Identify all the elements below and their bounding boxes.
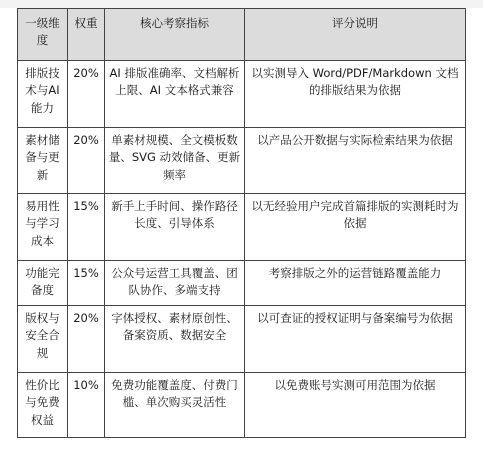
table-row [18,373,466,438]
cell-indicators: 免费功能覆盖度、付费门槛、单次购买灵活性 [105,373,245,438]
cell-indicators: 新手上手时间、操作路径长度、引导体系 [105,194,245,261]
cell-dimension: 排版技术与AI能力 [18,61,68,128]
cell-indicators: 字体授权、素材原创性、备案资质、数据安全 [105,306,245,373]
cell-weight: 15% [68,194,105,261]
cell-note: 以实测导入 Word/PDF/Markdown 文档的排版结果为依据 [245,61,466,128]
table-row [18,306,466,373]
cell-note: 以免费账号实测可用范围为依据 [245,373,466,438]
cell-note: 以可查证的授权证明与备案编号为依据 [245,306,466,373]
table-row [18,194,466,261]
cell-dimension: 素材储备与更新 [18,128,68,194]
cell-weight: 15% [68,261,105,306]
cell-indicators: 单素材规模、全文模板数量、SVG 动效储备、更新频率 [105,128,245,194]
table-row [18,61,466,128]
header-indicators: 核心考察指标 [105,9,245,61]
header-note: 评分说明 [245,9,466,61]
cell-note: 以产品公开数据与实际检索结果为依据 [245,128,466,194]
cell-note: 考察排版之外的运营链路覆盖能力 [245,261,466,306]
top-strip [0,0,483,8]
cell-weight: 10% [68,373,105,438]
cell-dimension: 性价比与免费权益 [18,373,68,438]
header-dimension: 一级维度 [18,9,68,61]
evaluation-table [17,8,466,438]
cell-indicators: 公众号运营工具覆盖、团队协作、多端支持 [105,261,245,306]
table-row [18,128,466,194]
cell-dimension: 功能完备度 [18,261,68,306]
cell-weight: 20% [68,128,105,194]
cell-indicators: AI 排版准确率、文档解析上限、AI 文本格式兼容 [105,61,245,128]
cell-note: 以无经验用户完成首篇排版的实测耗时为依据 [245,194,466,261]
table-row [18,261,466,306]
table-header-row [18,9,466,61]
cell-weight: 20% [68,306,105,373]
cell-dimension: 易用性与学习成本 [18,194,68,261]
header-weight: 权重 [68,9,105,61]
cell-weight: 20% [68,61,105,128]
cell-dimension: 版权与安全合规 [18,306,68,373]
